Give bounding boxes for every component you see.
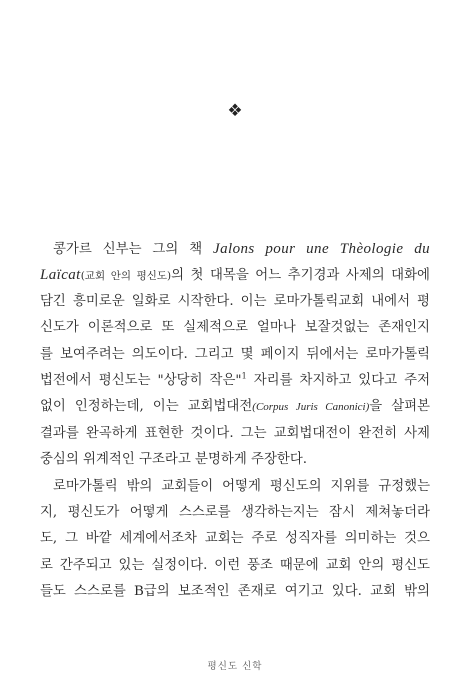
text-span: (교회 안의 평신도) bbox=[80, 270, 172, 283]
text-line bbox=[40, 447, 430, 473]
text-span: 도, 그 바깥 세계에서조차 교회는 주로 성직자를 의미하는 것으 bbox=[40, 531, 430, 547]
text-span: 중심의 위계적인 구조라고 분명하게 주장한다. bbox=[40, 452, 308, 468]
text-span: 들도 스스로를 B급의 보조적인 존재로 여기고 있다. 교회 밖의 bbox=[40, 584, 430, 600]
section-ornament-icon: ❖ bbox=[227, 101, 243, 121]
text-line bbox=[40, 315, 430, 341]
text-span: 담긴 흥미로운 일화로 시작한다. 이는 로마가톨릭교회 내에서 평 bbox=[40, 293, 430, 309]
text-span: 를 보여주려는 의도이다. 그리고 몇 페이지 뒤에서는 로마가톨릭 bbox=[40, 346, 430, 362]
text-span: 법전에서 평신도는 "상당히 작은" bbox=[40, 372, 242, 388]
text-line bbox=[40, 342, 430, 368]
text-span: 지, 평신도가 어떻게 스스로를 생각하는지는 잠시 제쳐놓더라 bbox=[40, 504, 430, 520]
text-line bbox=[40, 474, 430, 500]
text-span: 의 첫 대목을 어느 추기경과 사제의 대화에 bbox=[171, 268, 430, 284]
text-span: 콩가르 신부는 그의 책 bbox=[53, 242, 214, 257]
text-span: (Corpus Juris Canonici) bbox=[252, 401, 370, 414]
text-span: 로마가톨릭 밖의 교회들이 어떻게 평신도의 지위를 규정했는 bbox=[53, 478, 430, 494]
text-span: 없이 인정하는데, 이는 교회법대전 bbox=[40, 399, 253, 415]
body-text bbox=[40, 236, 430, 605]
text-line bbox=[40, 262, 430, 288]
text-span: Jalons pour une Thèologie du bbox=[213, 241, 430, 257]
paragraph-2 bbox=[40, 474, 430, 606]
text-line bbox=[40, 553, 430, 579]
text-line bbox=[40, 579, 430, 605]
text-line bbox=[40, 526, 430, 552]
text-span: Laïcat bbox=[40, 267, 81, 284]
text-span: 을 살펴본 bbox=[369, 399, 430, 415]
text-span: 자리를 차지하고 있다고 주저 bbox=[246, 372, 430, 388]
text-line bbox=[40, 421, 430, 447]
text-span: 결과를 완곡하게 표현한 것이다. 그는 교회법대전이 완전히 사제 bbox=[40, 425, 430, 441]
text-line bbox=[40, 368, 430, 394]
paragraph-1 bbox=[40, 236, 430, 474]
text-span: 로 간주되고 있는 실정이다. 이런 풍조 때문에 교회 안의 평신도 bbox=[40, 557, 430, 573]
text-line bbox=[40, 394, 430, 420]
text-span: 신도가 이론적으로 또 실제적으로 얼마나 보잘것없는 존재인지 bbox=[40, 320, 430, 336]
footnote-marker[interactable]: 1 bbox=[241, 371, 247, 381]
text-line bbox=[40, 500, 430, 526]
text-line bbox=[40, 289, 430, 315]
running-footer: 평신도 신학 bbox=[207, 661, 263, 672]
text-line bbox=[40, 236, 430, 262]
